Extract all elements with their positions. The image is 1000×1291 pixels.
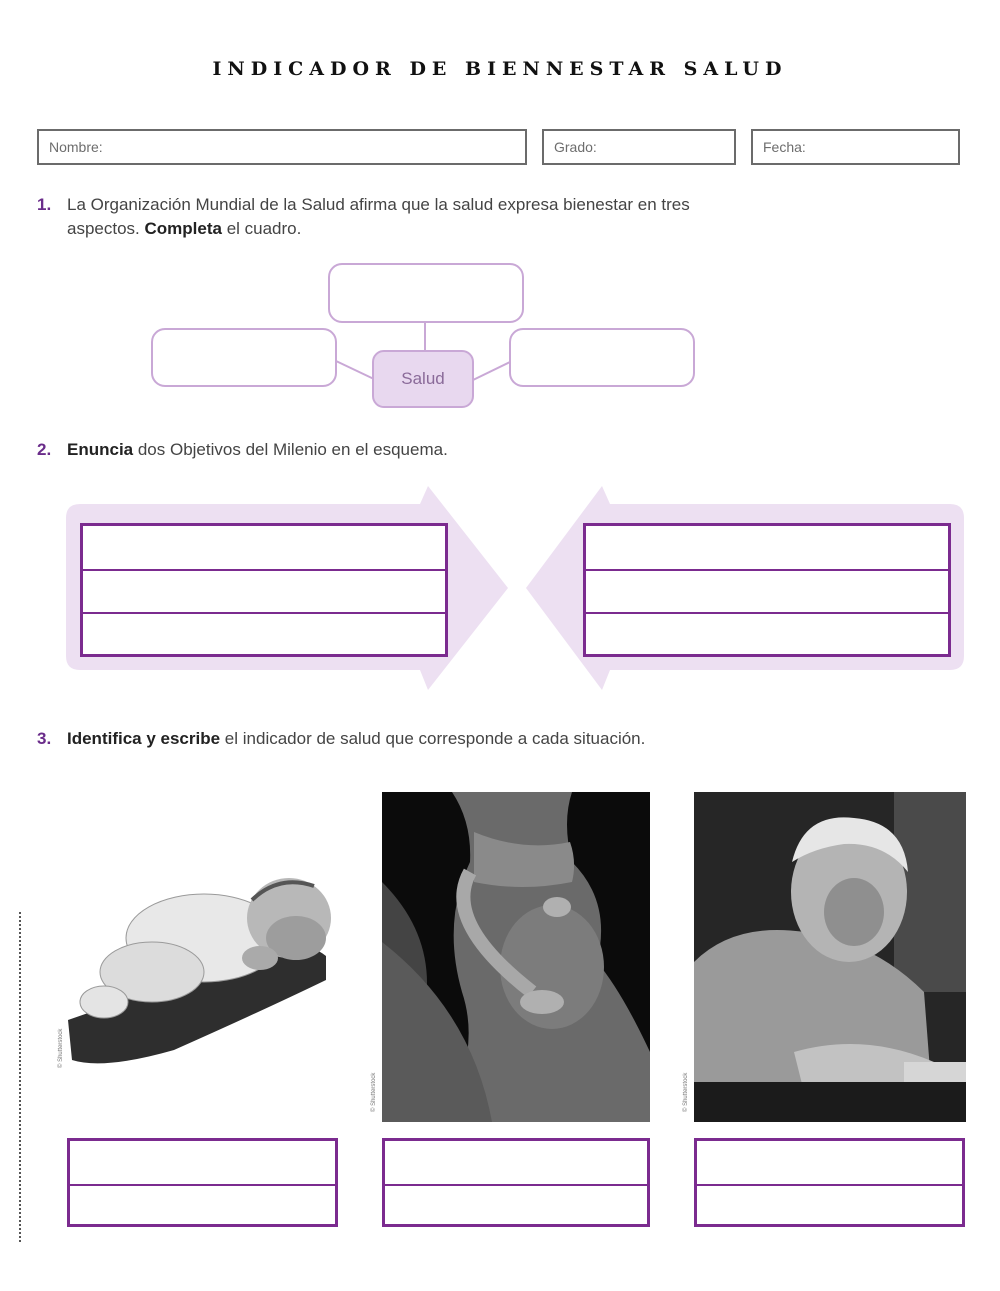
grade-label: Grado: <box>554 139 597 155</box>
question-text: dos Objetivos del Milenio en el esquema. <box>133 440 448 459</box>
question-text-end: el cuadro. <box>221 219 302 238</box>
question-number: 3. <box>37 729 52 748</box>
right-aspect-box[interactable] <box>509 328 695 387</box>
question-number: 1. <box>37 195 52 214</box>
salud-center-box: Salud <box>372 350 474 408</box>
date-field[interactable] <box>751 129 960 165</box>
objective-1-box[interactable] <box>80 523 448 657</box>
answer-box-pregnancy[interactable] <box>382 1138 650 1227</box>
pregnant-woman-photo <box>382 792 650 1122</box>
top-aspect-box[interactable] <box>328 263 524 323</box>
question-text: La Organización Mundial de la Salud afirma que la salud expresa bienestar en tres aspectos. <box>67 195 690 238</box>
answer-box-elderly[interactable] <box>694 1138 965 1227</box>
name-label: Nombre: <box>49 139 103 155</box>
writing-line <box>385 1184 647 1186</box>
objective-2-box[interactable] <box>583 523 951 657</box>
question-bold-verb: Completa <box>144 219 222 238</box>
photo-credit: © Shutterstock <box>371 1072 377 1112</box>
question-3 <box>37 727 797 753</box>
writing-line <box>697 1184 962 1186</box>
name-field[interactable] <box>37 129 527 165</box>
writing-line <box>83 569 445 571</box>
question-text: el indicador de salud que corresponde a cada situación. <box>220 729 646 748</box>
photo-credit: © Shutterstock <box>683 1072 689 1112</box>
question-1 <box>37 193 757 243</box>
writing-line <box>586 612 948 614</box>
left-aspect-box[interactable] <box>151 328 337 387</box>
date-label: Fecha: <box>763 139 806 155</box>
margin-line <box>19 912 21 1242</box>
question-number: 2. <box>37 440 52 459</box>
question-bold-verb: Enuncia <box>67 440 134 459</box>
writing-line <box>83 612 445 614</box>
question-bold-verb: Identifica y escribe <box>67 729 221 748</box>
elderly-man-photo <box>694 792 966 1122</box>
answer-box-baby[interactable] <box>67 1138 338 1227</box>
question-2 <box>37 438 757 464</box>
writing-line <box>70 1184 335 1186</box>
baby-photo <box>64 860 336 1070</box>
writing-line <box>586 569 948 571</box>
photo-credit: © Shutterstock <box>58 1028 64 1068</box>
grade-field[interactable] <box>542 129 736 165</box>
page-title: INDICADOR DE BIENNESTAR SALUD <box>212 58 788 80</box>
